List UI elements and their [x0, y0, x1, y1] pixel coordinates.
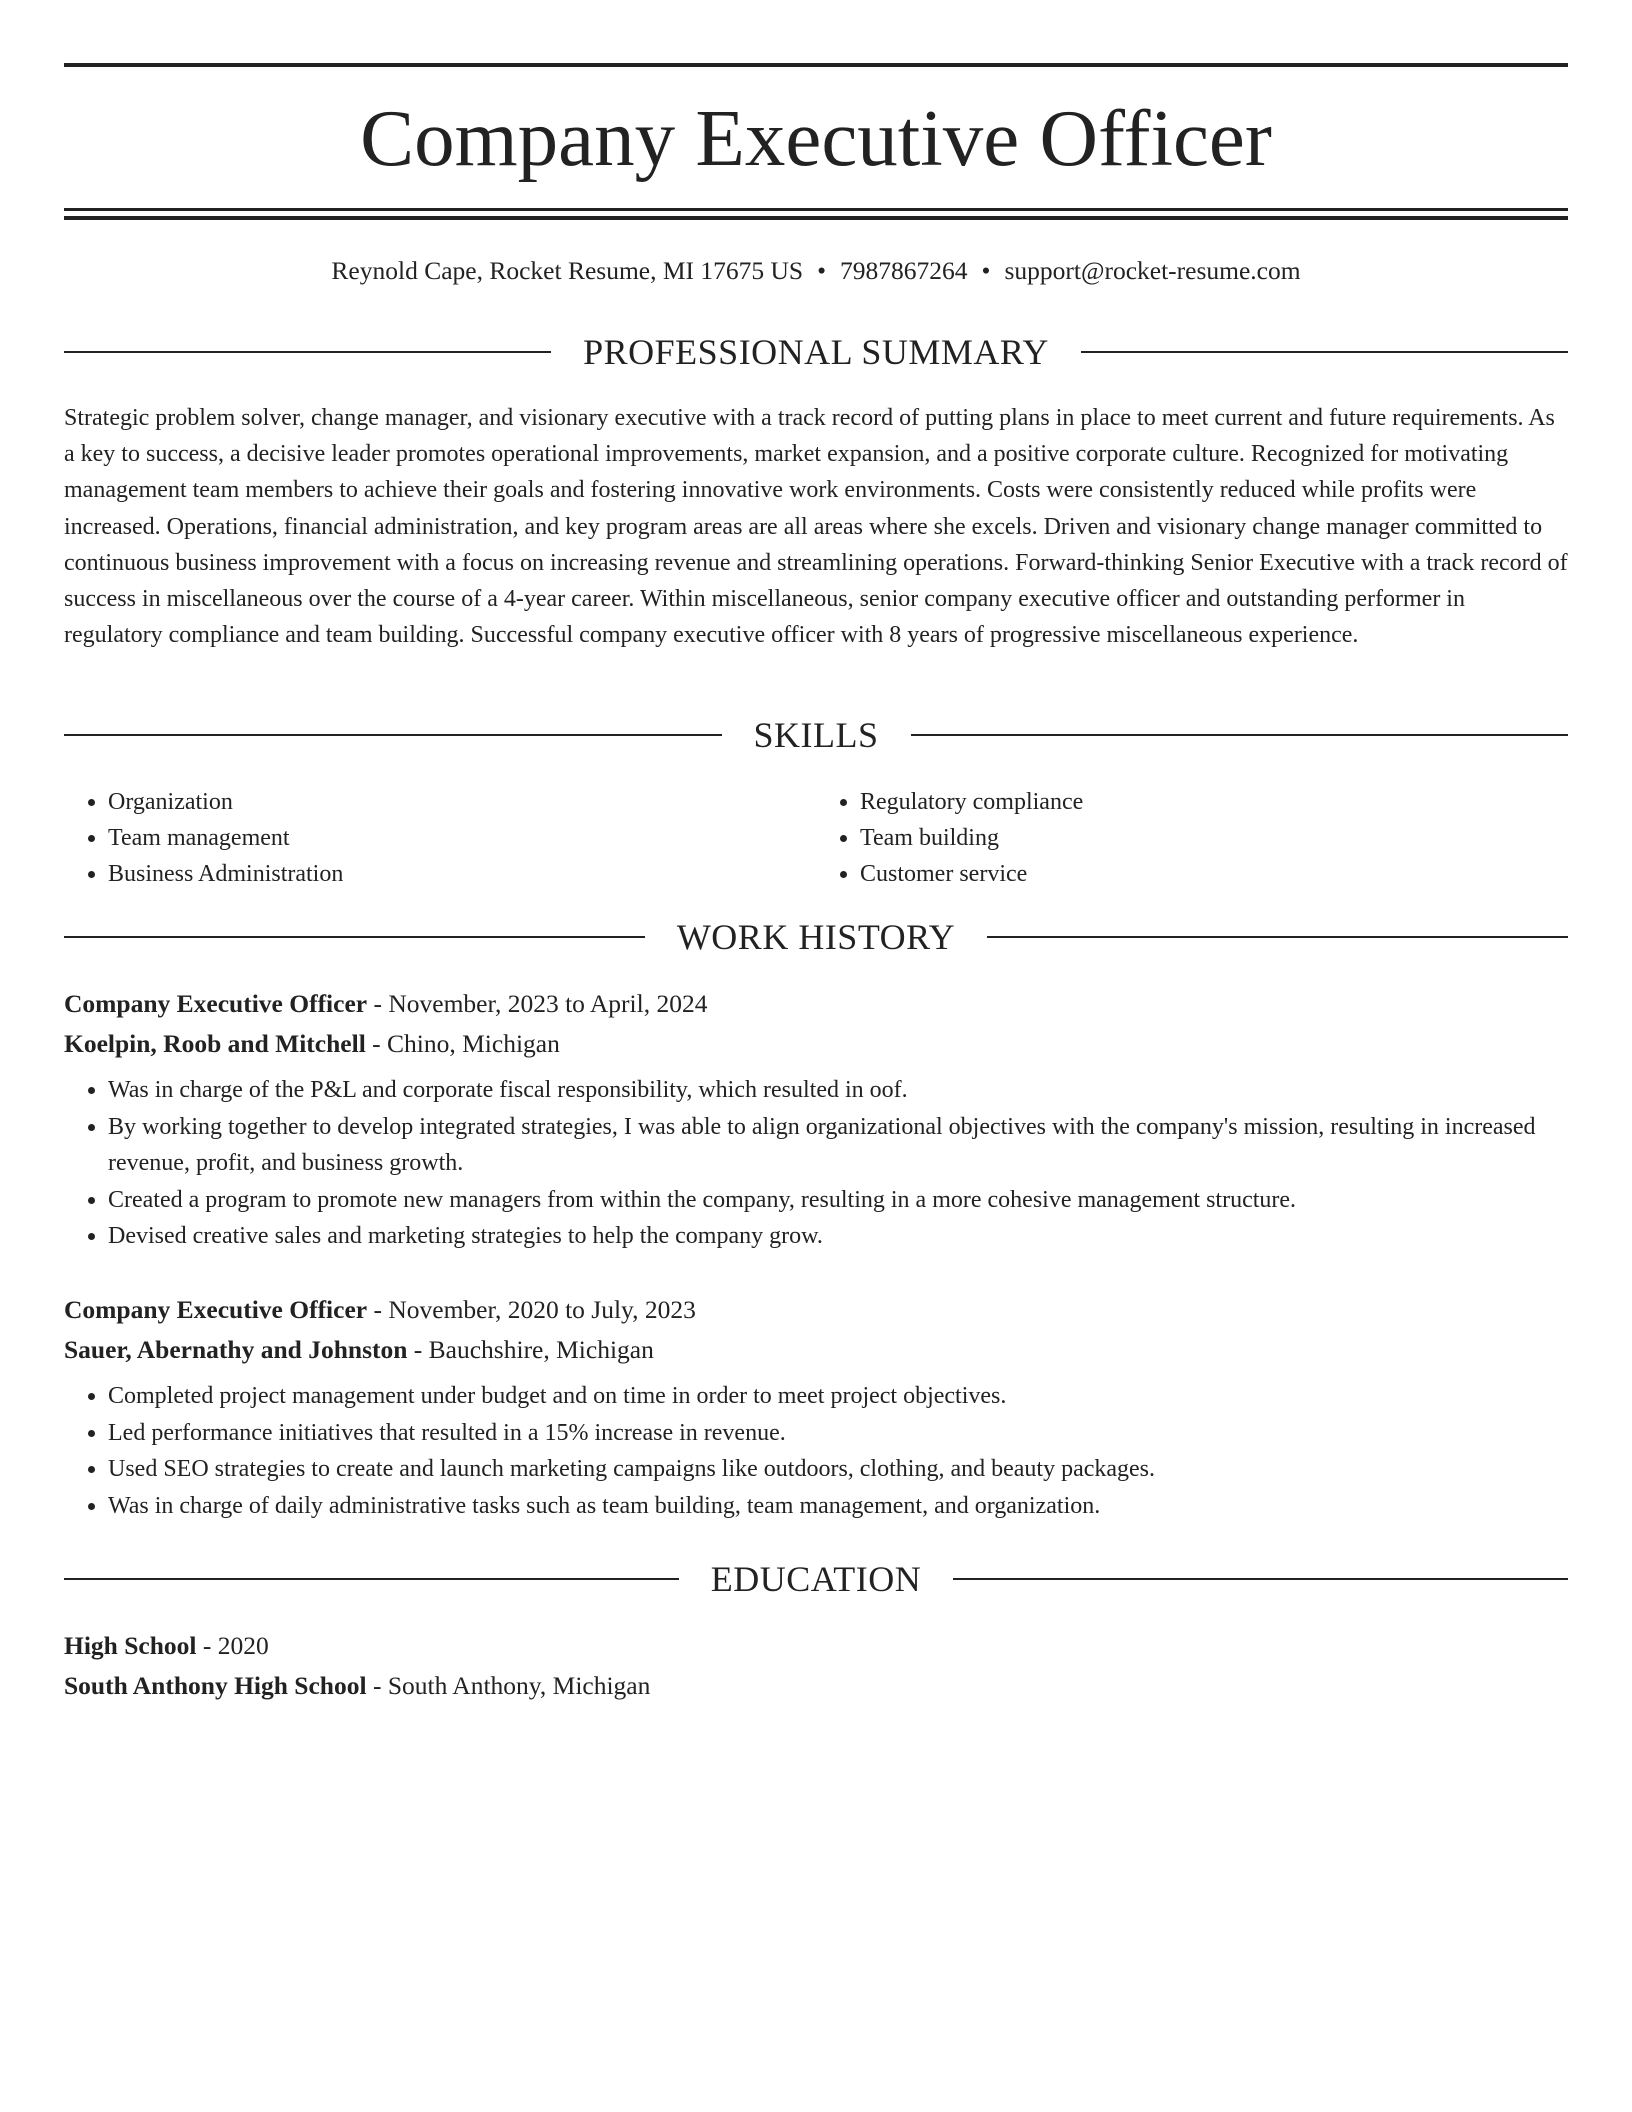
title-double-rule — [64, 208, 1568, 220]
skill-item: • Organization — [108, 784, 816, 820]
heading-rule-left — [64, 734, 722, 736]
job-bullet: • Led performance initiatives that resulted in a 15% increase in revenue. — [108, 1415, 1568, 1452]
top-rule — [64, 63, 1568, 67]
job-bullet: • Created a program to promote new managers from within the company, resulting in a more cohesive management structure. — [108, 1182, 1568, 1219]
education-school: South Anthony High School — [64, 1671, 367, 1700]
job-title: Company Executive Officer — [64, 989, 368, 1018]
education-heading-label: EDUCATION — [710, 1559, 922, 1599]
education-heading — [64, 1557, 1568, 1601]
job-bullet: • Used SEO strategies to create and launch marketing campaigns like outdoors, clothing, and beauty packages. — [108, 1451, 1568, 1488]
education-location: - South Anthony, Michigan — [366, 1671, 651, 1700]
summary-heading — [64, 330, 1568, 374]
heading-rule-right — [953, 1578, 1568, 1580]
skill-item: • Customer service — [860, 856, 1568, 892]
contact-line — [64, 254, 1568, 288]
job-bullet: • By working together to develop integrated strategies, I was able to align organizational objectives with the company's mission, resulting in increased revenue, profit, and business growth. — [108, 1109, 1568, 1182]
contact-email: support@rocket-resume.com — [1004, 256, 1301, 285]
skill-item: • Team building — [860, 820, 1568, 856]
job-location: - Chino, Michigan — [365, 1029, 560, 1058]
job-company-line — [64, 1330, 1568, 1370]
job-bullet: • Was in charge of the P&L and corporate fiscal responsibility, which resulted in oof. — [108, 1072, 1568, 1109]
skills-heading-label: SKILLS — [753, 715, 879, 755]
contact-separator: • — [981, 256, 991, 285]
job-bullet: • Completed project management under budget and on time in order to meet project objectives. — [108, 1378, 1568, 1415]
skills-column-left — [64, 784, 816, 892]
contact-address: Reynold Cape, Rocket Resume, MI 17675 US — [331, 256, 804, 285]
job-bullet: • Was in charge of daily administrative tasks such as team building, team management, and organization. — [108, 1488, 1568, 1525]
job-bullets — [64, 1378, 1568, 1524]
heading-rule-left — [64, 936, 645, 938]
work-heading — [64, 915, 1568, 959]
job-company: Sauer, Abernathy and Johnston — [64, 1335, 408, 1364]
education-degree-line — [64, 1626, 1568, 1666]
job-dates: - November, 2020 to July, 2023 — [367, 1295, 696, 1324]
heading-rule-left — [64, 1578, 679, 1580]
job-location: - Bauchshire, Michigan — [407, 1335, 654, 1364]
skills-list — [64, 784, 1568, 892]
skill-item: • Business Administration — [108, 856, 816, 892]
job-bullets — [64, 1072, 1568, 1255]
heading-rule-right — [987, 936, 1568, 938]
contact-separator: • — [817, 256, 827, 285]
education-school-line — [64, 1666, 1568, 1706]
job-entry — [64, 984, 1568, 1255]
work-heading-label: WORK HISTORY — [676, 917, 956, 957]
education-entry — [64, 1626, 1568, 1706]
double-rule-upper — [64, 208, 1568, 211]
job-company: Koelpin, Roob and Mitchell — [64, 1029, 366, 1058]
job-title: Company Executive Officer — [64, 1295, 368, 1324]
skill-item: • Regulatory compliance — [860, 784, 1568, 820]
resume-title: Company Executive Officer — [360, 93, 1272, 183]
double-rule-lower — [64, 216, 1568, 220]
heading-rule-right — [1081, 351, 1568, 353]
job-title-line — [64, 984, 1568, 1024]
heading-rule-left — [64, 351, 551, 353]
job-entry — [64, 1290, 1568, 1524]
heading-rule-right — [911, 734, 1569, 736]
job-title-line — [64, 1290, 1568, 1330]
contact-phone: 7987867264 — [840, 256, 968, 285]
education-year: - 2020 — [196, 1631, 269, 1660]
summary-heading-label: PROFESSIONAL SUMMARY — [583, 332, 1049, 372]
summary-text: Strategic problem solver, change manager, and visionary executive with a track record of putting plans in place to meet current and future requirements. As a key to success, a decisive leader promotes operational improvements, market expansion, and a positive corporate culture. Recognized for motivating management team members to achieve their goals and fostering innovative work environments. Costs were consistently reduced while profits were increased. Operations, financial administration, and key program areas are all areas where she excels. Driven and visionary change manager committed to continuous business improvement with a focus on increasing revenue and streamlining operations. Forward-thinking Senior Executive with a track record of success in miscellaneous over the course of a 4-year career. Within miscellaneous, senior company executive officer and outstanding performer in regulatory compliance and team building. Successful company executive officer with 8 years of progressive miscellaneous experience. — [64, 405, 1568, 649]
skill-item: • Team management — [108, 820, 816, 856]
education-degree: High School — [64, 1631, 197, 1660]
skills-column-right — [816, 784, 1568, 892]
job-bullet: • Devised creative sales and marketing strategies to help the company grow. — [108, 1218, 1568, 1255]
job-company-line — [64, 1024, 1568, 1064]
skills-heading — [64, 713, 1568, 757]
job-dates: - November, 2023 to April, 2024 — [367, 989, 708, 1018]
